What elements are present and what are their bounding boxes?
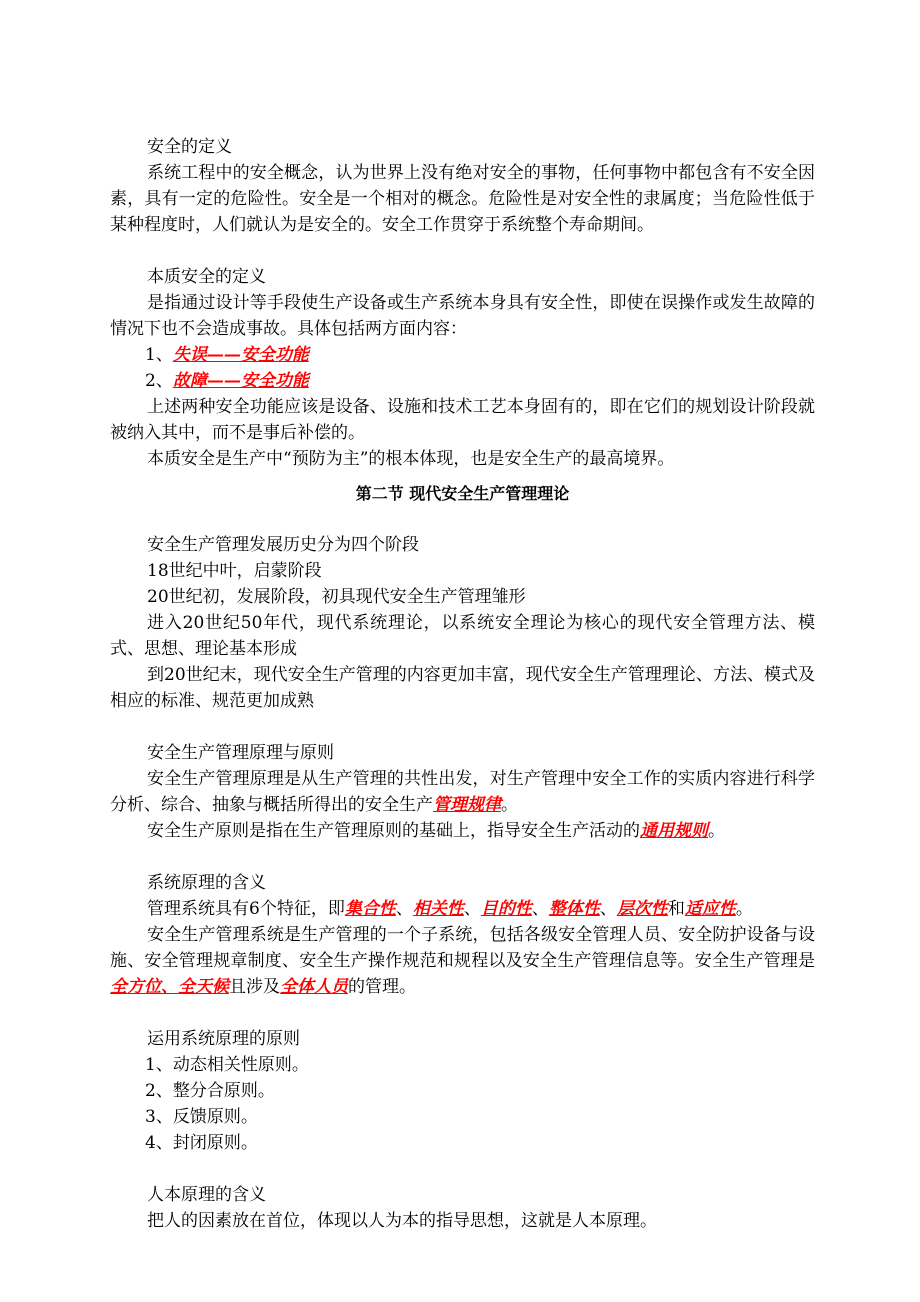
section-title-safety-definition: 安全的定义 xyxy=(147,137,232,157)
list-item-2 xyxy=(110,368,815,394)
section-title-human-principle: 人本原理的含义 xyxy=(147,1185,266,1205)
section-title-principles: 安全生产管理原理与原则 xyxy=(147,743,334,763)
section-title-intrinsic-safety: 本质安全的定义 xyxy=(147,267,266,287)
highlight-text: 适应性 xyxy=(684,899,736,919)
paragraph-system-features: 管理系统具有6个特征，即集合性、相关性、目的性、整体性、层次性和适应性。 xyxy=(147,899,753,919)
highlight-text: 层次性 xyxy=(616,899,668,919)
paragraph-principles-1: 安全生产管理原理是从生产管理的共性出发，对生产管理中安全工作的实质内容进行科学分析、综合、抽象与概括所得出的安全生产管理规律。 xyxy=(110,769,815,815)
history-line: 18世纪中叶，启蒙阶段 xyxy=(147,561,322,581)
list-item-1 xyxy=(110,342,815,368)
highlight-text: 管理规律 xyxy=(433,795,501,815)
paragraph-safety-definition: 系统工程中的安全概念，认为世界上没有绝对安全的事物，任何事物中都包含有不安全因素，具有一定的危险性。安全是一个相对的概念。危险性是对安全性的隶属度；当危险性低于某种程度时，人们就认为是安全的。安全工作贯穿于系统整个寿命期间。 xyxy=(110,163,815,235)
section-title-system-principle: 系统原理的含义 xyxy=(147,873,266,893)
highlight-text: 相关性 xyxy=(412,899,464,919)
highlight-text: 全方位、全天候 xyxy=(110,977,229,997)
highlight-text: 全体人员 xyxy=(280,977,348,997)
highlight-text: 故障——安全功能 xyxy=(172,371,309,391)
highlight-text: 目的性 xyxy=(480,899,532,919)
history-line: 安全生产管理发展历史分为四个阶段 xyxy=(147,535,419,555)
list-item: 4、封闭原则。 xyxy=(145,1133,258,1153)
paragraph-principles-2: 安全生产原则是指在生产管理原则的基础上，指导安全生产活动的通用规则。 xyxy=(147,821,725,841)
highlight-text: 集合性 xyxy=(344,899,396,919)
history-line: 20世纪初，发展阶段，初具现代安全生产管理雏形 xyxy=(147,587,526,607)
paragraph-intrinsic-safety-3: 本质安全是生产中“预防为主”的根本体现，也是安全生产的最高境界。 xyxy=(147,449,675,469)
paragraph-system-subsystem: 安全生产管理系统是生产管理的一个子系统，包括各级安全管理人员、安全防护设备与设施、安全管理规章制度、安全生产操作规范和规程以及安全生产管理信息等。安全生产管理是全方位、全天候且涉及全体人员的管理。 xyxy=(110,925,815,997)
highlight-text: 失误——安全功能 xyxy=(172,345,309,365)
list-number: 2、 xyxy=(145,371,173,391)
list-item: 3、反馈原则。 xyxy=(145,1107,258,1127)
paragraph-human-principle: 把人的因素放在首位，体现以人为本的指导思想，这就是人本原理。 xyxy=(147,1211,657,1231)
section-title-apply-system-principle: 运用系统原理的原则 xyxy=(147,1029,300,1049)
history-line: 进入20世纪50年代，现代系统理论，以系统安全理论为核心的现代安全管理方法、模式、思想、理论基本形成 xyxy=(110,613,815,659)
section-heading: 第二节 现代安全生产管理理论 xyxy=(355,484,570,503)
paragraph-intrinsic-safety: 是指通过设计等手段使生产设备或生产系统本身具有安全性，即使在误操作或发生故障的情况下也不会造成事故。具体包括两方面内容： xyxy=(110,293,815,339)
document-page xyxy=(110,134,815,1234)
highlight-text: 通用规则 xyxy=(640,821,708,841)
paragraph-intrinsic-safety-2: 上述两种安全功能应该是设备、设施和技术工艺本身固有的，即在它们的规划设计阶段就被纳入其中，而不是事后补偿的。 xyxy=(110,397,815,443)
history-line: 到20世纪末，现代安全生产管理的内容更加丰富，现代安全生产管理理论、方法、模式及相应的标准、规范更加成熟 xyxy=(110,665,815,711)
list-item: 1、动态相关性原则。 xyxy=(145,1055,309,1075)
list-number: 1、 xyxy=(145,345,173,365)
list-item: 2、整分合原则。 xyxy=(145,1081,275,1101)
highlight-text: 整体性 xyxy=(548,899,600,919)
